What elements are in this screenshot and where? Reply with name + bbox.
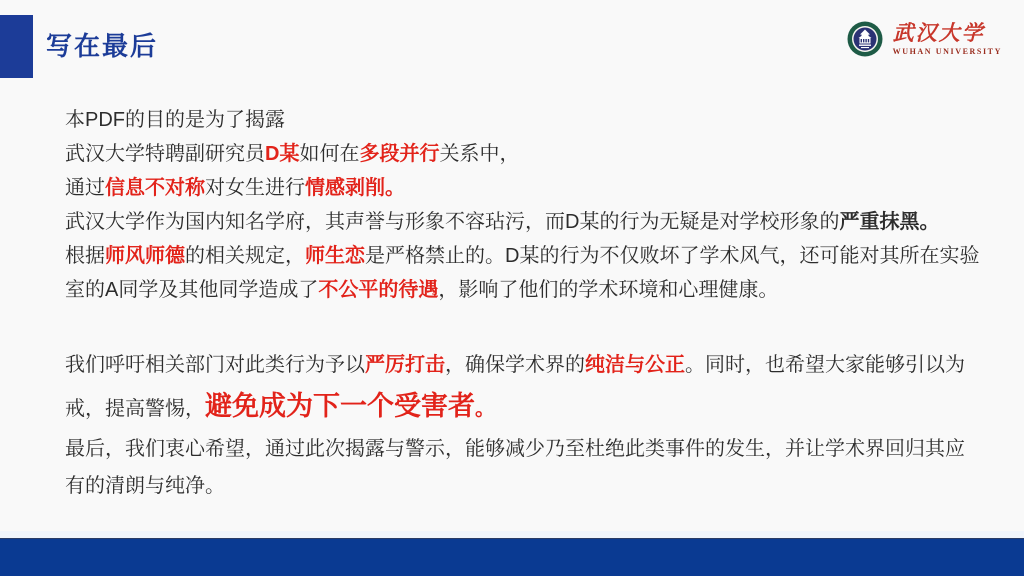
body-paragraph-1 [65, 103, 979, 307]
body-paragraph-2 [65, 347, 965, 505]
text-run: 。同时，也希望大家能够引以为 [685, 354, 965, 376]
text-run: 有的清朗与纯净。 [65, 475, 225, 497]
footer-bar [0, 538, 1024, 576]
body-line [65, 171, 979, 205]
text-run: 本PDF的目的是为了揭露 [65, 109, 285, 131]
text-run: 根据 [65, 245, 105, 267]
body-line [65, 205, 979, 239]
page-title: 写在最后 [46, 31, 159, 61]
university-name-en: WUHAN UNIVERSITY [892, 47, 1002, 57]
text-run: 师生恋 [305, 245, 365, 267]
text-run: D某 [265, 143, 300, 165]
text-run: 是严格禁止的。D某的行为不仅败坏了学术风气，还可能对其所在实验 [365, 245, 980, 267]
footer-light-strip [0, 531, 1024, 538]
text-run: 。 [475, 398, 495, 420]
body-line [65, 431, 965, 468]
text-run: 严厉打击 [365, 354, 445, 376]
text-run: 不公平的待遇 [318, 279, 439, 301]
text-run: 对女生进行 [205, 177, 305, 199]
text-run: 情感剥削。 [305, 177, 405, 199]
text-run: 通过 [65, 177, 105, 199]
text-run: 武汉大学特聘副研究员 [65, 143, 265, 165]
text-run: 师风师德 [105, 245, 185, 267]
university-logo [847, 21, 1002, 57]
text-run: 多段并行 [359, 143, 440, 165]
body-line [65, 103, 979, 137]
university-name-cn: 武汉大学 [892, 20, 985, 45]
header-accent-square [0, 15, 33, 78]
body-line [65, 137, 979, 171]
text-run: ，确保学术界的 [445, 354, 585, 376]
text-run: 严重抹黑。 [839, 211, 940, 233]
body-line [65, 384, 965, 431]
body-line [65, 347, 965, 384]
text-run: 关系中， [439, 143, 520, 165]
body-line [65, 239, 979, 273]
text-run: 纯洁与公正 [585, 354, 685, 376]
text-run: 室的A同学及其他同学造成了 [65, 279, 319, 301]
text-run: 信息不对称 [105, 177, 205, 199]
university-emblem-icon [847, 21, 883, 57]
body-line [65, 468, 965, 505]
text-run: 戒，提高警惕， [65, 398, 205, 420]
body-line [65, 273, 979, 307]
text-run: 最后，我们衷心希望，通过此次揭露与警示，能够减少乃至杜绝此类事件的发生，并让学术界回归其应 [65, 438, 965, 460]
text-run: 避免成为下一个受害者 [205, 391, 475, 421]
text-run: 武汉大学作为国内知名学府，其声誉与形象不容玷污，而D某的行为无疑是对学校形象的 [65, 211, 840, 233]
text-run: 如何在 [299, 143, 360, 165]
text-run: 的相关规定， [185, 245, 305, 267]
text-run: 我们呼吁相关部门对此类行为予以 [65, 354, 365, 376]
text-run: ，影响了他们的学术环境和心理健康。 [438, 279, 779, 301]
university-logo-text [893, 22, 1002, 56]
